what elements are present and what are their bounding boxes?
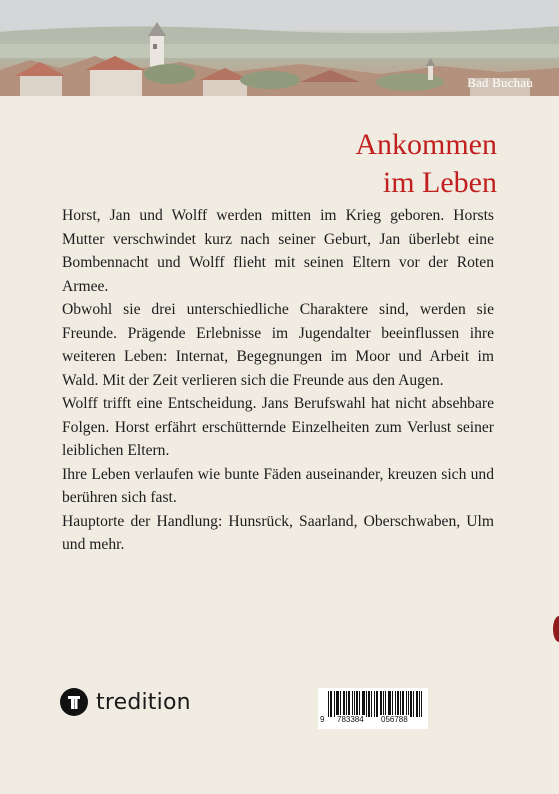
blurb-paragraph: Wolff trifft eine Entscheidung. Jans Berufswahl hat nicht absehbare Folgen. Horst erfährt erschütternde Einzelheiten zum Verlust seiner leiblichen Eltern. (62, 395, 494, 459)
barcode-digit-group-2: 056788 (381, 715, 408, 724)
book-title-line-1: Ankommen (355, 128, 497, 162)
back-cover-blurb (62, 204, 494, 557)
isbn-barcode (318, 688, 428, 729)
publisher-name: tredition (96, 689, 191, 715)
blurb-paragraph: Horst, Jan und Wolff werden mitten im Krieg geboren. Horsts Mutter verschwindet kurz nach seiner Geburt, Jan überlebt eine Bombennacht und Wolff flieht mit seinen Eltern vor der Roten Armee. (62, 207, 494, 295)
book-title-line-2: im Leben (382, 166, 497, 200)
publisher-logo (60, 686, 191, 718)
blurb-paragraph: Obwohl sie drei unterschiedliche Charaktere sind, werden sie Freunde. Prägende Erlebnisse im Jugendalter beeinflussen ihre weiteren Leben: Internat, Begegnungen im Moor und Arbeit im Wald. Mit der Zeit verlieren sich die Freunde aus den Augen. (62, 301, 494, 389)
town-photo (0, 0, 559, 96)
barcode-digit-prefix: 9 (320, 715, 325, 724)
spine-edge-mark (553, 616, 559, 642)
book-title (355, 126, 497, 202)
tredition-logo-icon (60, 688, 88, 716)
place-caption: Bad Buchau (467, 75, 533, 90)
barcode-digits (318, 715, 428, 727)
barcode-digit-group-1: 783384 (337, 715, 364, 724)
blurb-paragraph: Ihre Leben verlaufen wie bunte Fäden auseinander, kreuzen sich und berühren sich fast. (62, 465, 494, 506)
blurb-paragraph: Hauptorte der Handlung: Hunsrück, Saarland, Oberschwaben, Ulm und mehr. (62, 512, 494, 553)
